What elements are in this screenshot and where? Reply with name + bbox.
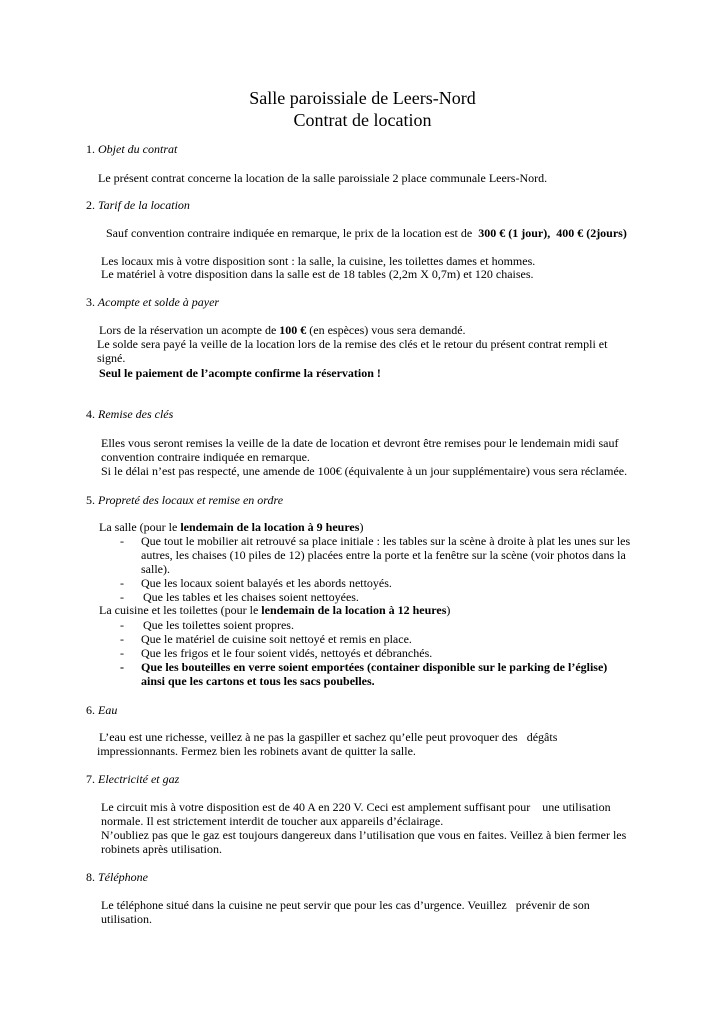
section-number: 5. (86, 493, 95, 507)
deposit-text-end: (en espèces) vous sera demandé. (309, 323, 466, 337)
cuisine-item-1: Que les toilettes soient propres. (143, 618, 294, 632)
section-2-heading (86, 198, 190, 212)
cuisine-deadline (99, 603, 450, 617)
price-values: 300 € (1 jour), 400 € (2jours) (478, 226, 627, 240)
section-6-line2: impressionnants. Fermez bien les robinets avant de quitter la salle. (97, 744, 416, 758)
document-title: Salle paroissiale de Leers-Nord (249, 88, 476, 108)
section-4-keys-line1: Elles vous seront remises la veille de la date de location et devront être remises pour le lendemain midi sauf (101, 436, 619, 450)
cuisine-item-3: Que les frigos et le four soient vidés, nettoyés et débranchés. (141, 646, 433, 660)
section-6-line1: L’eau est une richesse, veillez à ne pas la gaspiller et sachez qu’elle peut provoquer des dégâts (99, 730, 558, 744)
salle-deadline (99, 520, 363, 534)
section-4-fine: Si le délai n’est pas respecté, une amende de 100€ (équivalente à un jour supplémentaire) vous sera réclamée. (101, 464, 628, 478)
section-3-confirmation (99, 366, 381, 380)
salle-item-1-line1: Que tout le mobilier ait retrouvé sa place initiale : les tables sur la scène à droite à plat les unes sur les (141, 534, 631, 548)
salle-item-3: Que les tables et les chaises soient nettoyées. (143, 590, 359, 604)
price-intro: Sauf convention contraire indiquée en remarque, le prix de la location est de (106, 226, 473, 240)
confirmation-text: Seul le paiement de l’acompte confirme la réservation ! (99, 366, 381, 380)
section-4-heading (86, 407, 173, 421)
section-1-paragraph: Le présent contrat concerne la location de la salle paroissiale 2 place communale Leers-Nord. (98, 171, 548, 185)
section-heading-text: Objet du contrat (98, 142, 178, 156)
dash-glyph: - (120, 660, 124, 674)
section-2-equipment: Le matériel à votre disposition dans la salle est de 18 tables (2,2m X 0,7m) et 120 chaises. (101, 267, 534, 281)
section-7-line3: N’oubliez pas que le gaz est toujours dangereux dans l’utilisation que vous en faites. Veillez à bien fermer les (101, 828, 627, 842)
section-7-line4: robinets après utilisation. (101, 842, 222, 856)
list-dash: - (120, 576, 124, 590)
list-dash: - (120, 534, 124, 548)
section-4-keys-line2: convention contraire indiquée en remarque. (101, 450, 310, 464)
section-3-heading (86, 295, 219, 309)
section-number: 8. (86, 870, 95, 884)
section-number: 2. (86, 198, 95, 212)
section-2-rooms: Les locaux mis à votre disposition sont : la salle, la cuisine, les toilettes dames et hommes. (101, 254, 536, 268)
list-dash: - (120, 618, 124, 632)
document-subtitle: Contrat de location (293, 110, 432, 130)
section-heading-text: Tarif de la location (98, 198, 190, 212)
list-dash: - (120, 632, 124, 646)
section-7-line1: Le circuit mis à votre disposition est de 40 A en 220 V. Ceci est amplement suffisant pour une utilisation (101, 800, 611, 814)
list-dash (120, 660, 124, 674)
section-number: 7. (86, 772, 95, 786)
deposit-amount: 100 € (279, 323, 307, 337)
cuisine-text-end: ) (446, 603, 451, 617)
salle-deadline-time: lendemain de la location à 9 heures (180, 520, 360, 534)
section-6-heading (86, 703, 117, 717)
salle-item-2: Que les locaux soient balayés et les abords nettoyés. (141, 576, 392, 590)
salle-text-end: ) (359, 520, 364, 534)
section-7-heading (86, 772, 179, 786)
section-heading-text: Remise des clés (98, 407, 174, 421)
section-3-deposit (99, 323, 466, 337)
cuisine-text: La cuisine et les toilettes (pour le (99, 603, 259, 617)
section-8-heading (86, 870, 148, 884)
salle-item-1-line3: salle). (141, 562, 170, 576)
section-number: 6. (86, 703, 95, 717)
section-heading-text: Propreté des locaux et remise en ordre (98, 493, 284, 507)
item-text: ainsi que les cartons et tous les sacs poubelles. (141, 674, 375, 688)
section-8-line2: utilisation. (101, 912, 152, 926)
deposit-text: Lors de la réservation un acompte de (99, 323, 277, 337)
section-heading-text: Téléphone (98, 870, 148, 884)
section-heading-text: Electricité et gaz (98, 772, 180, 786)
section-5-heading (86, 493, 283, 507)
section-3-balance-line2: signé. (97, 351, 126, 365)
section-number: 1. (86, 142, 95, 156)
cuisine-deadline-time: lendemain de la location à 12 heures (261, 603, 447, 617)
list-dash: - (120, 646, 124, 660)
salle-item-1-line2: autres, les chaises (10 piles de 12) placées entre la porte et la fenêtre sur la scène (voir photos dans la (141, 548, 626, 562)
cuisine-item-4-line1 (141, 660, 607, 674)
section-1-heading (86, 142, 177, 156)
list-dash: - (120, 590, 124, 604)
section-number: 4. (86, 407, 95, 421)
section-3-balance-line1: Le solde sera payé la veille de la location lors de la remise des clés et le retour du présent contrat rempli et (97, 337, 608, 351)
cuisine-item-4-line2 (141, 674, 375, 688)
salle-text: La salle (pour le (99, 520, 178, 534)
section-7-line2: normale. Il est strictement interdit de toucher aux appareils d’éclairage. (101, 814, 444, 828)
cuisine-item-2: Que le matériel de cuisine soit nettoyé et remis en place. (141, 632, 412, 646)
item-text: Que les bouteilles en verre soient emportées (container disponible sur le parking de l’église) (141, 660, 608, 674)
section-heading-text: Acompte et solde à payer (97, 295, 220, 309)
section-heading-text: Eau (98, 703, 118, 717)
section-number: 3. (86, 295, 95, 309)
section-8-line1: Le téléphone situé dans la cuisine ne peut servir que pour les cas d’urgence. Veuillez prévenir de son (101, 898, 590, 912)
section-2-price-line (106, 226, 627, 240)
